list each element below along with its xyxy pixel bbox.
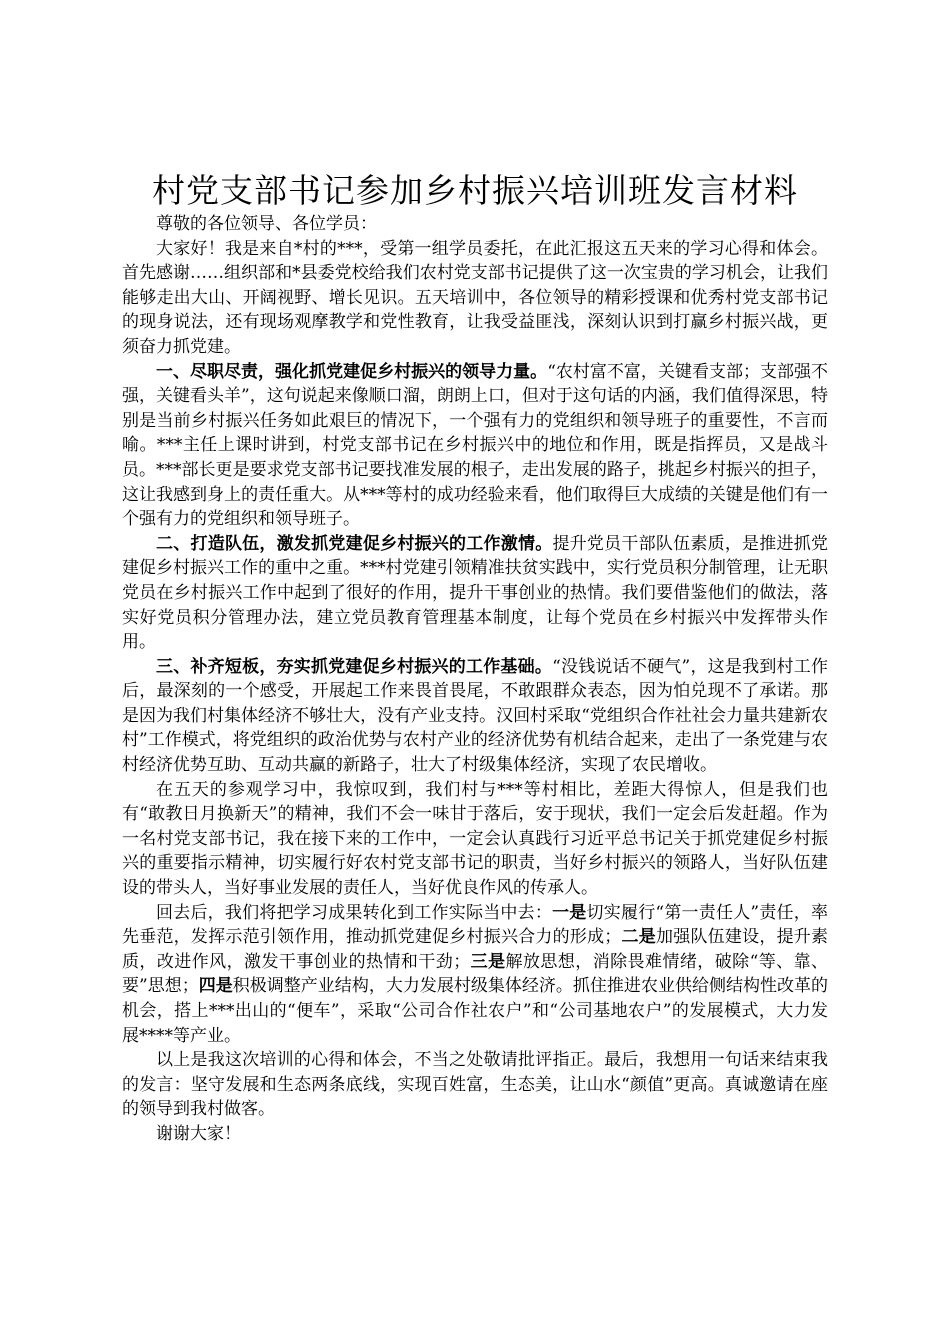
paragraph-reflection: 在五天的参观学习中，我惊叹到，我们村与***等村相比，差距大得惊人，但是我们也有“敢教日月换新天”的精神，我们不会一味甘于落后，安于现状，我们一定会后发赶超。作为一名村党支部书记，我在接下来的工作中，一定会认真践行习近平总书记关于抓党建促乡村振兴的重要指示精神，切实履行好农村党支部书记的职责，当好乡村振兴的领路人，当好队伍建设的带头人，当好事业发展的责任人，当好优良作风的传承人。 (122, 779, 828, 899)
plan-4-text: 积极调整产业结构，大力发展村级集体经济。抓住推进农业供给侧结构性改革的机会，搭上***出山的“便车”，采取“公司合作社农户”和“公司基地农户”的发展模式，大力发展****等产业。 (122, 976, 829, 1046)
paragraph-plans (122, 901, 828, 1049)
plan-2-text: 加强队伍建设，提升素质，改进作风，激发干事创业的热情和干劲； (122, 927, 829, 972)
section-3-heading: 三、补齐短板，夯实抓党建促乡村振兴的工作基础。 (156, 656, 553, 677)
section-2 (122, 532, 828, 655)
plan-3-text: 解放思想，消除畏难情绪，破除“等、靠、要”思想； (122, 951, 829, 997)
paragraph-conclusion: 以上是我这次培训的心得和体会，不当之处敬请批评指正。最后，我想用一句话来结束我的发言：坚守发展和生态两条底线，实现百姓富，生态美，让山水“颜值”更高。真诚邀请在座的领导到我村做客。 (122, 1050, 828, 1120)
document-page (122, 168, 828, 1147)
plan-1-text: 切实履行“第一责任人”责任，率先垂范，发挥示范引领作用，推动抓党建促乡村振兴合力的形成； (122, 902, 829, 948)
plan-3-key: 三是 (470, 951, 506, 972)
paragraph-intro: 大家好！我是来自*村的***，受第一组学员委托，在此汇报这五天来的学习心得和体会。首先感谢……组织部和*县委党校给我们农村党支部书记提供了这一次宝贵的学习机会，让我们能够走出大山、开阔视野、增长见识。五天培训中，各位领导的精彩授课和优秀村党支部书记的现身说法，还有现场观摩教学和党性教育，让我受益匪浅，深刻认识到打赢乡村振兴战，更须奋力抓党建。 (122, 238, 828, 357)
section-2-heading: 二、打造队伍，激发抓党建促乡村振兴的工作激情。 (156, 533, 553, 554)
section-1-body: “农村富不富，关键看支部；支部强不强，关键看头羊”，这句说起来像顺口溜，朗朗上口，但对于这句话的内涵，我们值得深思，特别是当前乡村振兴任务如此艰巨的情况下，一个强有力的党组织和领导班子的重要性，不言而喻。***主任上课时讲到，村党支部书记在乡村振兴中的地位和作用，既是指挥员，又是战斗员。***部长更是要求党支部书记要找准发展的根子，走出发展的路子，挑起乡村振兴的担子，这让我感到身上的责任重大。从***等村的成功经验来看，他们取得巨大成绩的关键是他们有一个强有力的党组织和领导班子。 (122, 361, 828, 530)
plan-4-key: 四是 (198, 976, 233, 997)
section-2-body: 提升党员干部队伍素质，是推进抓党建促乡村振兴工作的重中之重。***村党建引领精准扶贫实践中，实行党员积分制管理，让无职党员在乡村振兴工作中起到了很好的作用，提升干事创业的热情。我们要借鉴他们的做法，落实好党员积分管理办法，建立党员教育管理基本制度，让每个党员在乡村振兴中发挥带头作用。 (122, 533, 829, 653)
document-title: 村党支部书记参加乡村振兴培训班发言材料 (152, 171, 798, 210)
plans-intro: 回去后，我们将把学习成果转化到工作实际当中去： (156, 902, 553, 923)
closing-thanks: 谢谢大家！ (156, 1123, 241, 1144)
section-3 (122, 655, 828, 778)
salutation: 尊敬的各位领导、各位学员： (156, 214, 377, 234)
plan-2-key: 二是 (621, 927, 656, 948)
section-1-heading: 一、尽职尽责，强化抓党建促乡村振兴的领导力量。 (156, 361, 548, 382)
plan-1-key: 一是 (552, 902, 587, 923)
section-3-body: “没钱说话不硬气”，这是我到村工作后，最深刻的一个感受，开展起工作来畏首畏尾，不敢跟群众表态，因为怕兑现不了承诺。那是因为我们村集体经济不够壮大，没有产业支持。汉回村采取“党组织合作社社会力量共建新农村”工作模式，将党组织的政治优势与农村产业的经济优势有机结合起来，走出了一条党建与农村经济优势互助、互动共赢的新路子，壮大了村级集体经济，实现了农民增收。 (122, 656, 828, 776)
section-1 (122, 360, 828, 532)
